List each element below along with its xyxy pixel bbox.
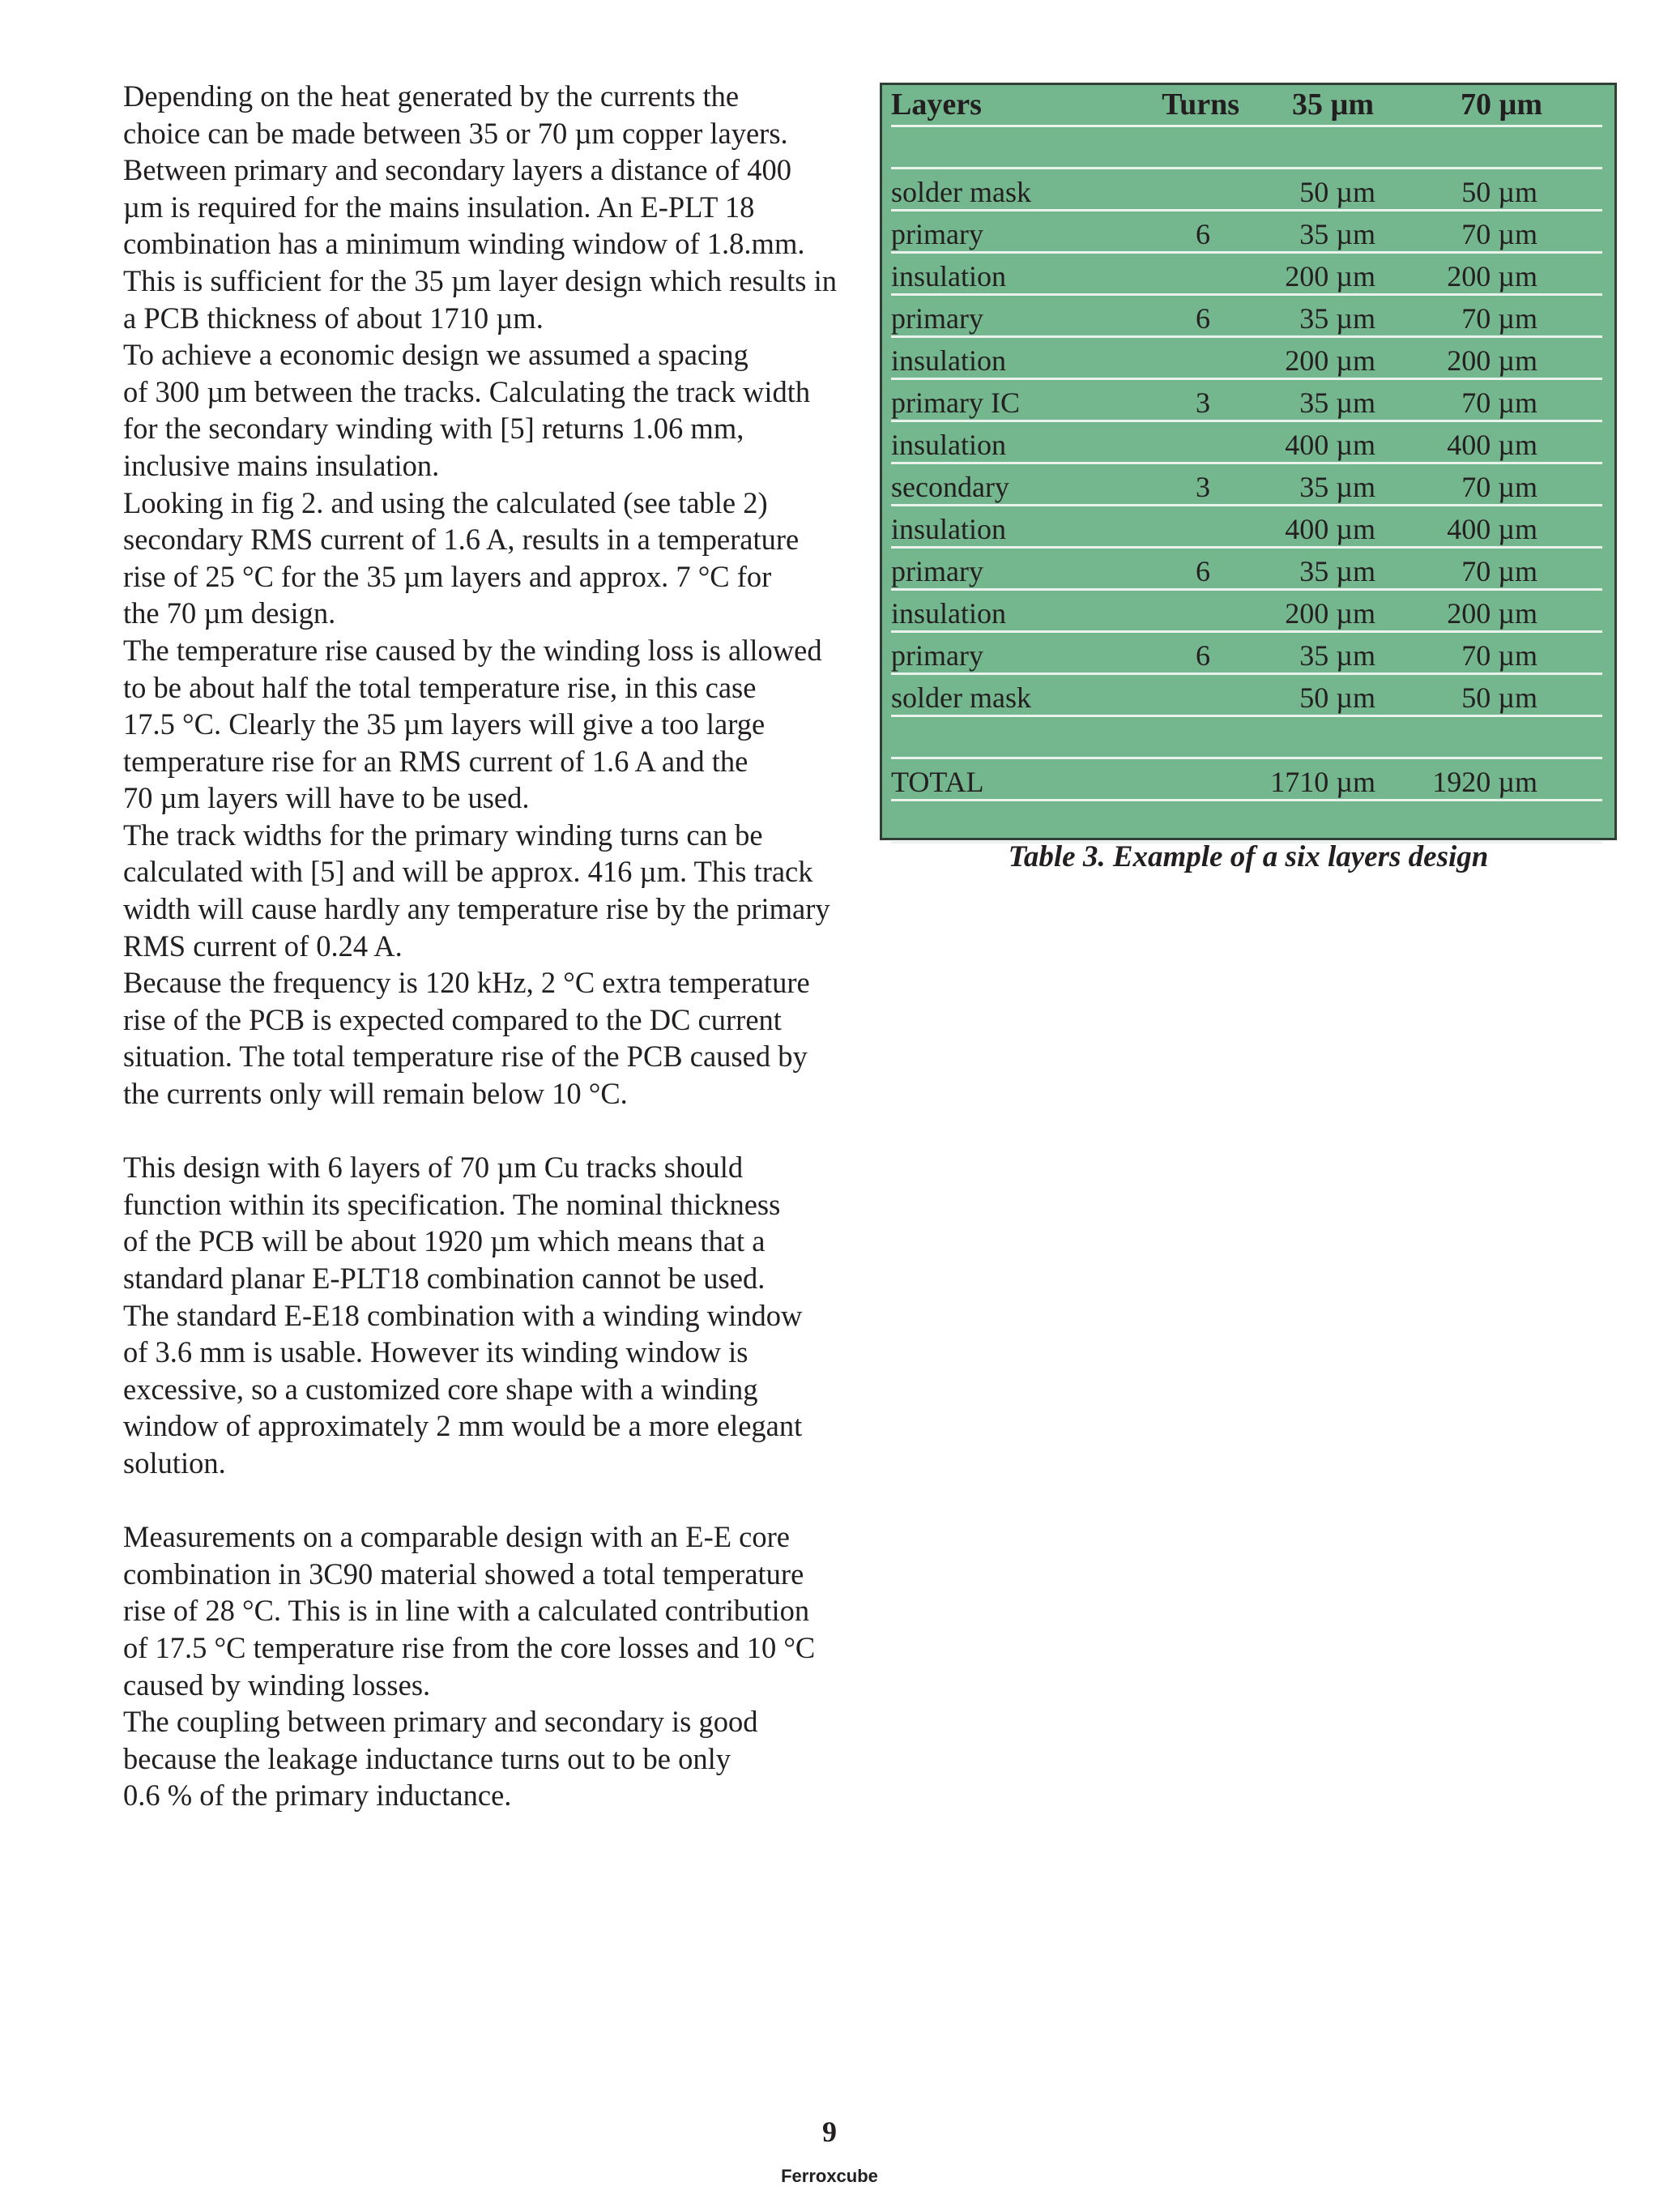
- cell-layer: primary IC: [891, 386, 1020, 419]
- table-row: [891, 801, 1602, 843]
- cell-layer: TOTAL: [891, 766, 984, 798]
- footer-brand: Ferroxcube: [781, 2166, 878, 2186]
- cell-70um: 70 µm: [1461, 471, 1537, 503]
- body-line: Depending on the heat generated by the currents the: [123, 79, 740, 113]
- cell-turns: 3: [1196, 471, 1210, 503]
- cell-turns: 3: [1196, 386, 1210, 419]
- cell-70um: 50 µm: [1461, 176, 1537, 208]
- body-line: Because the frequency is 120 kHz, 2 °C extra temperature: [123, 966, 810, 1000]
- body-line: of 300 µm between the tracks. Calculating the track width: [123, 374, 811, 408]
- cell-turns: 6: [1196, 639, 1210, 672]
- cell-70um: 200 µm: [1447, 260, 1537, 293]
- cell-35um: 1710 µm: [1270, 766, 1375, 798]
- table-row: [891, 549, 1602, 591]
- cell-35um: 50 µm: [1299, 176, 1375, 208]
- body-line: inclusive mains insulation.: [123, 448, 440, 482]
- header-turns: Turns: [1162, 88, 1239, 122]
- table-row: [891, 422, 1602, 464]
- body-line: RMS current of 0.24 A.: [123, 929, 403, 963]
- cell-35um: 400 µm: [1285, 429, 1375, 461]
- cell-layer: primary: [891, 639, 983, 672]
- body-line: situation. The total temperature rise of the PCB caused by: [123, 1040, 808, 1074]
- table-row: [891, 338, 1602, 380]
- table-row: [891, 675, 1602, 717]
- cell-70um: 400 µm: [1447, 513, 1537, 545]
- table-caption: Table 3. Example of a six layers design: [1008, 840, 1489, 873]
- body-line: secondary RMS current of 1.6 A, results in a temperature: [123, 523, 800, 557]
- body-line: 17.5 °C. Clearly the 35 µm layers will give a too large: [123, 707, 766, 741]
- table-row: [891, 591, 1602, 633]
- table-row: [891, 717, 1602, 759]
- body-line: excessive, so a customized core shape with a winding: [123, 1372, 758, 1406]
- body-line: [123, 1112, 860, 1150]
- body-line: choice can be made between 35 or 70 µm copper layers.: [123, 116, 788, 150]
- table-row: [891, 380, 1602, 422]
- cell-70um: 200 µm: [1447, 344, 1537, 377]
- cell-70um: 70 µm: [1461, 386, 1537, 419]
- body-line: The track widths for the primary winding turns can be: [123, 818, 763, 852]
- body-line: This is sufficient for the 35 µm layer design which results in: [123, 263, 837, 297]
- body-line: Measurements on a comparable design with an E-E core: [123, 1520, 790, 1554]
- cell-35um: 35 µm: [1299, 639, 1375, 672]
- page-number: 9: [822, 2116, 837, 2148]
- cell-35um: 35 µm: [1299, 471, 1375, 503]
- cell-turns: 6: [1196, 555, 1210, 587]
- cell-35um: 400 µm: [1285, 513, 1375, 545]
- cell-70um: 400 µm: [1447, 429, 1537, 461]
- cell-70um: 1920 µm: [1432, 766, 1537, 798]
- header-70um: 70 µm: [1460, 88, 1542, 122]
- body-line: width will cause hardly any temperature rise by the primary: [123, 892, 830, 926]
- cell-layer: insulation: [891, 344, 1006, 377]
- cell-70um: 200 µm: [1447, 597, 1537, 630]
- cell-35um: 200 µm: [1285, 597, 1375, 630]
- body-line: rise of the PCB is expected compared to the DC current: [123, 1002, 782, 1036]
- body-line: µm is required for the mains insulation. An E-PLT 18: [123, 190, 755, 224]
- body-line: combination in 3C90 material showed a total temperature: [123, 1557, 804, 1591]
- layers-table: [880, 83, 1617, 840]
- cell-35um: 35 µm: [1299, 386, 1375, 419]
- body-line: solution.: [123, 1445, 226, 1480]
- header-35um: 35 µm: [1291, 88, 1374, 122]
- cell-35um: 35 µm: [1299, 555, 1375, 587]
- body-line: of 17.5 °C temperature rise from the core losses and 10 °C: [123, 1630, 816, 1664]
- body-line: combination has a minimum winding window of 1.8.mm.: [123, 227, 805, 261]
- cell-layer: primary: [891, 218, 983, 250]
- body-line: to be about half the total temperature rise, in this case: [123, 670, 757, 704]
- cell-turns: 6: [1196, 218, 1210, 250]
- cell-35um: 50 µm: [1299, 681, 1375, 714]
- body-line: temperature rise for an RMS current of 1.6 A and the: [123, 744, 748, 778]
- table-header-row: [891, 85, 1602, 127]
- body-line: standard planar E-PLT18 combination cannot be used.: [123, 1262, 766, 1295]
- body-line: 70 µm layers will have to be used.: [123, 781, 530, 815]
- cell-layer: insulation: [891, 429, 1006, 461]
- cell-layer: secondary: [891, 471, 1009, 503]
- header-layers: Layers: [891, 88, 982, 122]
- cell-turns: 6: [1196, 302, 1210, 335]
- body-line: Between primary and secondary layers a distance of 400: [123, 153, 791, 187]
- body-line: window of approximately 2 mm would be a more elegant: [123, 1409, 803, 1443]
- cell-layer: solder mask: [891, 176, 1031, 208]
- body-line: To achieve a economic design we assumed a spacing: [123, 338, 748, 372]
- cell-70um: 70 µm: [1461, 639, 1537, 672]
- cell-35um: 200 µm: [1285, 260, 1375, 293]
- table-row: [891, 506, 1602, 549]
- cell-35um: 35 µm: [1299, 218, 1375, 250]
- body-line: The temperature rise caused by the winding loss is allowed: [123, 633, 822, 667]
- body-line: The standard E-E18 combination with a winding window: [123, 1298, 803, 1332]
- body-line: 0.6 % of the primary inductance.: [123, 1779, 512, 1813]
- body-line: [123, 1482, 860, 1519]
- cell-70um: 50 µm: [1461, 681, 1537, 714]
- cell-layer: insulation: [891, 513, 1006, 545]
- table-row: [891, 759, 1602, 801]
- body-line: The coupling between primary and secondary is good: [123, 1705, 758, 1739]
- body-line: the currents only will remain below 10 °C.: [123, 1077, 628, 1111]
- cell-70um: 70 µm: [1461, 218, 1537, 250]
- body-line: of the PCB will be about 1920 µm which means that a: [123, 1224, 766, 1258]
- table-row: [891, 211, 1602, 254]
- cell-70um: 70 µm: [1461, 302, 1537, 335]
- body-line: for the secondary winding with [5] returns 1.06 mm,: [123, 412, 744, 446]
- body-line: the 70 µm design.: [123, 596, 336, 630]
- cell-layer: insulation: [891, 597, 1006, 630]
- cell-35um: 35 µm: [1299, 302, 1375, 335]
- body-line: function within its specification. The nominal thickness: [123, 1187, 781, 1221]
- table-row: [891, 633, 1602, 675]
- cell-70um: 70 µm: [1461, 555, 1537, 587]
- cell-layer: solder mask: [891, 681, 1031, 714]
- table-row: [891, 296, 1602, 338]
- body-line: of 3.6 mm is usable. However its winding window is: [123, 1335, 748, 1369]
- body-text: [123, 78, 860, 1814]
- body-line: caused by winding losses.: [123, 1668, 431, 1702]
- body-line: rise of 25 °C for the 35 µm layers and approx. 7 °C for: [123, 559, 772, 593]
- body-line: because the leakage inductance turns out to be only: [123, 1741, 731, 1775]
- body-line: rise of 28 °C. This is in line with a calculated contribution: [123, 1594, 810, 1628]
- cell-35um: 200 µm: [1285, 344, 1375, 377]
- table-row: [891, 254, 1602, 296]
- table-row: [891, 464, 1602, 506]
- table-row: [891, 127, 1602, 169]
- body-line: a PCB thickness of about 1710 µm.: [123, 301, 544, 335]
- cell-layer: primary: [891, 555, 983, 587]
- body-line: Looking in fig 2. and using the calculated (see table 2): [123, 485, 768, 519]
- body-line: calculated with [5] and will be approx. 416 µm. This track: [123, 855, 813, 889]
- cell-layer: primary: [891, 302, 983, 335]
- body-line: This design with 6 layers of 70 µm Cu tracks should: [123, 1151, 744, 1185]
- cell-layer: insulation: [891, 260, 1006, 293]
- table-row: [891, 169, 1602, 211]
